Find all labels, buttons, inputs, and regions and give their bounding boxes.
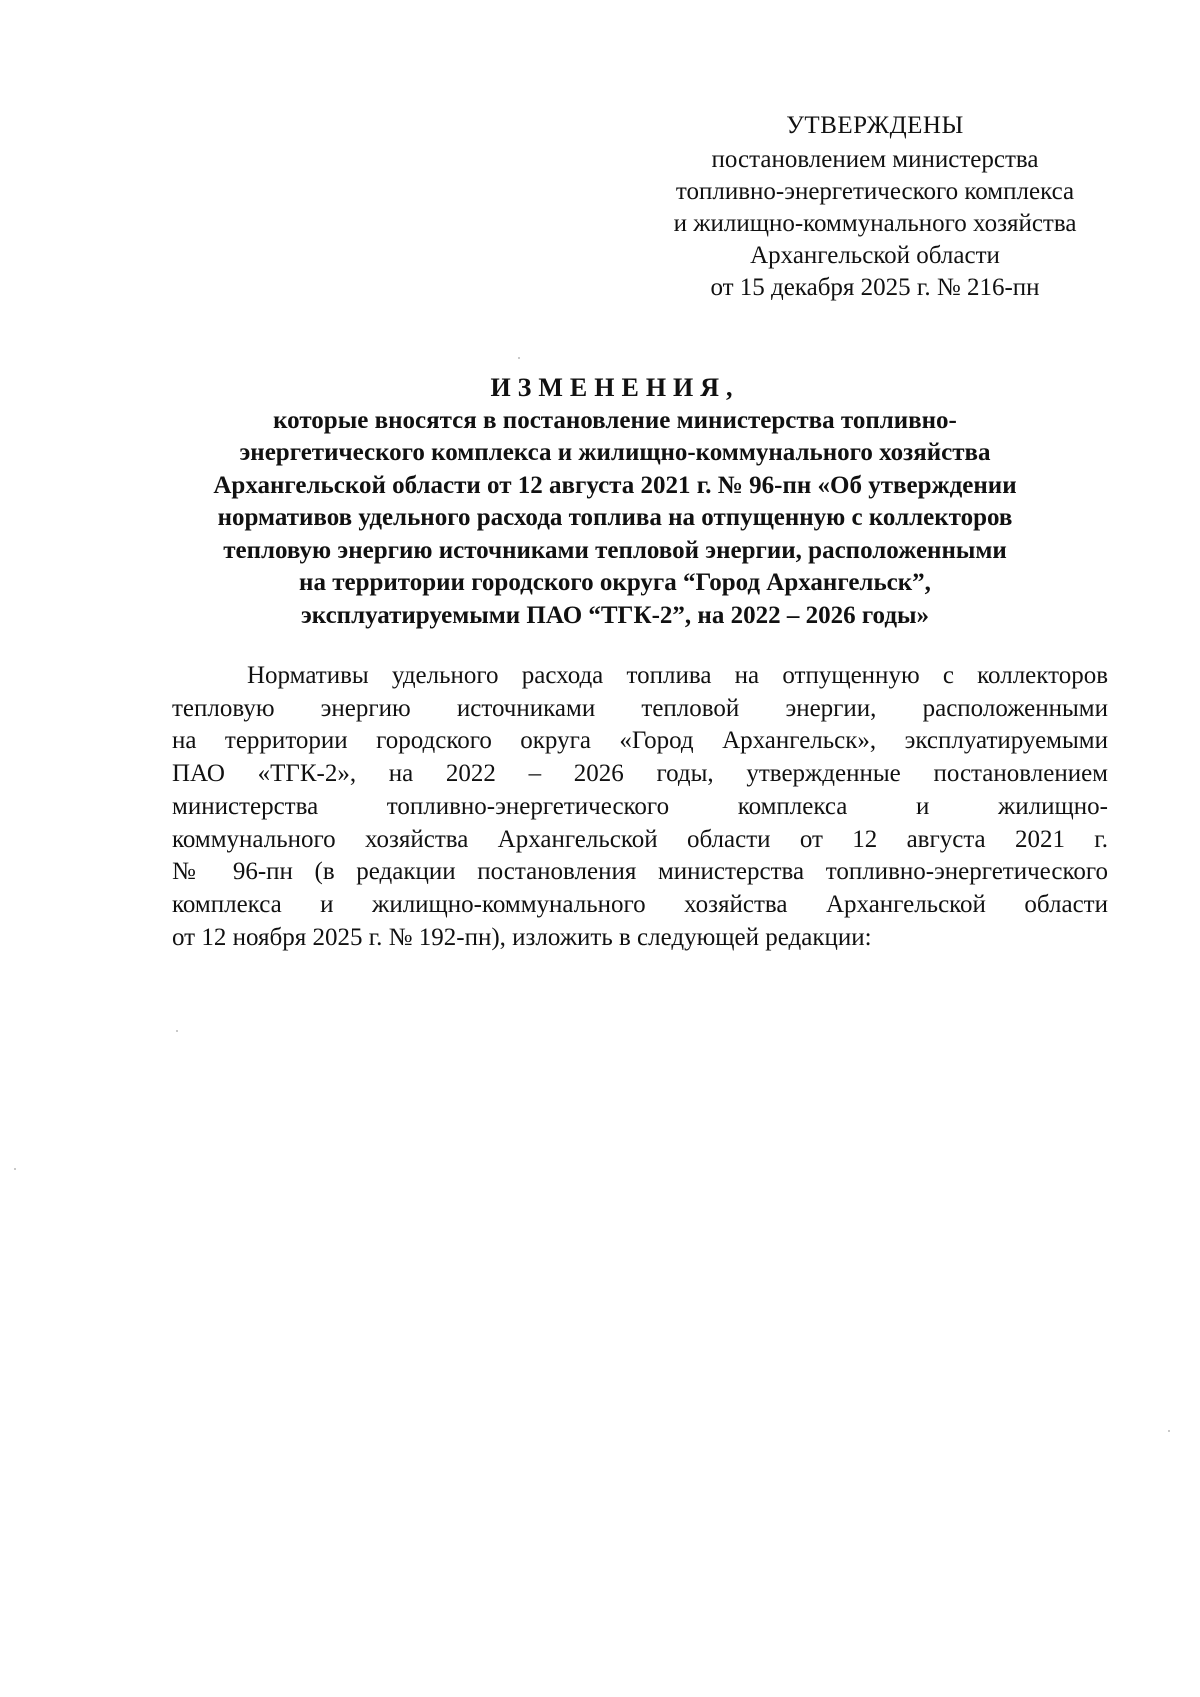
body-line: комплекса и жилищно-коммунального хозяйства Архангельской области <box>172 890 1108 918</box>
body-line: коммунального хозяйства Архангельской области от 12 августа 2021 г. <box>172 825 1108 853</box>
heading-line: эксплуатируемыми ПАО “ТГК-2”, на 2022 – 2026 годы» <box>300 601 929 629</box>
body-line: на территории городского округа «Город Архангельск», эксплуатируемыми <box>172 727 1108 755</box>
approval-line: топливно-энергетического комплекса <box>675 178 1075 205</box>
scan-speck <box>176 1030 178 1032</box>
body-line: Нормативы удельного расхода топлива на отпущенную с коллекторов <box>247 662 1108 689</box>
approval-line: Архангельской области <box>750 242 1000 269</box>
body-line: № 96-пн (в редакции постановления министерства топливно-энергетического <box>172 858 1108 886</box>
body-line: министерства топливно-энергетического комплекса и жилищно- <box>172 792 1108 820</box>
heading-line: Архангельской области от 12 августа 2021 г. № 96-пн «Об утверждении <box>213 471 1017 499</box>
scan-speck <box>14 1168 16 1170</box>
approval-block <box>620 110 1130 304</box>
heading-line: энергетического комплекса и жилищно-коммунального хозяйства <box>239 439 991 466</box>
scan-speck <box>1168 1430 1170 1432</box>
approval-date-line: от 15 декабря 2025 г. № 216-пн <box>710 274 1040 301</box>
body-line: ПАО «ТГК-2», на 2022 – 2026 годы, утвержденные постановлением <box>172 760 1108 788</box>
body-line: от 12 ноября 2025 г. № 192-пн), изложить в следующей редакции: <box>172 923 872 951</box>
heading-line: нормативов удельного расхода топлива на отпущенную с коллекторов <box>217 504 1013 531</box>
approval-line: постановлением министерства <box>711 146 1039 173</box>
heading-title: ИЗМЕНЕНИЯ, <box>490 373 740 402</box>
approval-line: и жилищно-коммунального хозяйства <box>673 210 1077 237</box>
document-heading <box>150 372 1080 632</box>
approval-title: УТВЕРЖДЕНЫ <box>786 112 964 139</box>
scan-speck <box>518 357 520 359</box>
heading-line: на территории городского округа “Город Архангельск”, <box>299 569 931 596</box>
body-paragraph <box>172 660 1108 954</box>
heading-line: тепловую энергию источниками тепловой энергии, расположенными <box>223 536 1007 564</box>
body-line: тепловую энергию источниками тепловой энергии, расположенными <box>172 694 1108 722</box>
heading-line: которые вносятся в постановление министерства топливно- <box>273 406 957 434</box>
